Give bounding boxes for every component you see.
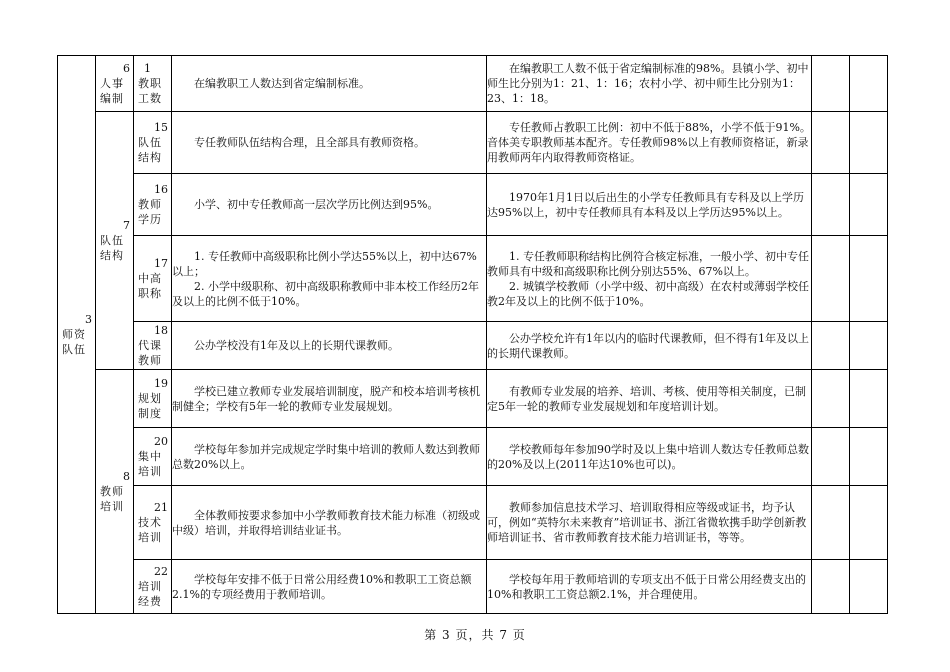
standard-cell: 学校已建立教师专业发展培训制度，脱产和校本培训考核机制健全；学校有5年一轮的教师专业发展规划。 (172, 370, 487, 428)
group-number: 7 (123, 219, 130, 232)
item-number: 18 (154, 324, 168, 337)
item-label: 代课教师 (138, 339, 162, 367)
standard-cell: 全体教师按要求参加中小学教师教育技术能力标准（初级或中级）培训，并取得培训结业证书。 (172, 486, 487, 560)
item-label: 规划制度 (138, 392, 162, 420)
item-label: 教师学历 (138, 198, 162, 226)
blank-cell (850, 236, 888, 322)
item-cell (134, 370, 172, 428)
blank-cell (850, 486, 888, 560)
item-number: 19 (154, 377, 168, 390)
criteria-cell: 教师参加信息技术学习、培训取得相应等级或证书，均予认可，例如“英特尔未来教育”培训证书、浙江省微软携手助学创新教师培训证书、省市教师教育技术能力培训证书，等等。 (487, 486, 812, 560)
table-row (58, 322, 888, 370)
page-footer: 第 3 页，共 7 页 (424, 628, 526, 642)
blank-cell (850, 428, 888, 486)
item-number: 17 (154, 257, 168, 270)
item-cell (134, 560, 172, 614)
item-label: 队伍结构 (138, 136, 162, 164)
item-label: 中高职称 (138, 272, 162, 300)
blank-cell (812, 322, 850, 370)
item-cell (134, 56, 172, 112)
standard-cell: 在编教职工人数达到省定编制标准。 (172, 56, 487, 112)
evaluation-table (57, 55, 888, 614)
item-cell (134, 428, 172, 486)
item-label: 培训经费 (138, 580, 162, 608)
standard-line: 2. 小学中级职称、初中高级职称教师中非本校工作经历2年及以上的比例不低于10%。 (172, 279, 479, 308)
table-row (58, 428, 888, 486)
criteria-line: 1. 专任教师职称结构比例符合核定标准，一般小学、初中专任教师具有中级和高级职称比例分别达55%、67%以上。 (487, 249, 809, 278)
table-row (58, 236, 888, 322)
criteria-line: 2. 城镇学校教师（小学中级、初中高级）在农村或薄弱学校任教2年及以上的比例不低于10%。 (487, 279, 809, 308)
table-row (58, 560, 888, 614)
blank-cell (812, 236, 850, 322)
standard-cell: 学校每年安排不低于日常公用经费10%和教职工工资总额2.1%的专项经费用于教师培训。 (172, 560, 487, 614)
item-label: 教职工数 (138, 77, 162, 105)
blank-cell (850, 174, 888, 236)
criteria-cell: 学校教师每年参加90学时及以上集中培训人数达专任教师总数的20%及以上(2011年达10%也可以)。 (487, 428, 812, 486)
criteria-cell: 公办学校允许有1年以内的临时代课教师，但不得有1年及以上的长期代课教师。 (487, 322, 812, 370)
group-label: 教师培训 (100, 485, 124, 513)
criteria-cell: 在编教职工人数不低于省定编制标准的98%。县镇小学、初中师生比分别为1：21、1：16；农村小学、初中师生比分别为1：23、1：18。 (487, 56, 812, 112)
table-row (58, 174, 888, 236)
group-label: 队伍结构 (100, 234, 124, 262)
item-number: 21 (154, 501, 168, 514)
table-row (58, 370, 888, 428)
group-number: 8 (123, 470, 130, 483)
blank-cell (812, 428, 850, 486)
blank-cell (850, 322, 888, 370)
table-row (58, 112, 888, 174)
group-label: 人事编制 (100, 77, 124, 105)
blank-cell (812, 112, 850, 174)
blank-cell (812, 370, 850, 428)
item-number: 20 (154, 435, 168, 448)
criteria-cell: 有教师专业发展的培养、培训、考核、使用等相关制度，已制定5年一轮的教师专业发展规划和年度培训计划。 (487, 370, 812, 428)
blank-cell (812, 560, 850, 614)
blank-cell (850, 112, 888, 174)
item-number: 15 (154, 121, 168, 134)
standard-cell (172, 236, 487, 322)
table-row (58, 56, 888, 112)
standard-cell: 学校每年参加并完成规定学时集中培训的教师人数达到教师总数20%以上。 (172, 428, 487, 486)
group-cell (96, 370, 134, 614)
criteria-cell (487, 236, 812, 322)
blank-cell (812, 174, 850, 236)
standard-cell: 专任教师队伍结构合理，且全部具有教师资格。 (172, 112, 487, 174)
item-number: 22 (154, 565, 168, 578)
section-cell (58, 56, 96, 614)
item-cell (134, 486, 172, 560)
section-number: 3 (85, 313, 92, 326)
item-cell (134, 174, 172, 236)
group-cell (96, 56, 134, 112)
blank-cell (850, 370, 888, 428)
blank-cell (812, 486, 850, 560)
item-number: 16 (154, 183, 168, 196)
blank-cell (850, 56, 888, 112)
item-cell (134, 112, 172, 174)
standard-cell: 公办学校没有1年及以上的长期代课教师。 (172, 322, 487, 370)
section-label: 师资队伍 (62, 328, 86, 356)
item-label: 集中培训 (138, 450, 162, 478)
standard-cell: 小学、初中专任教师高一层次学历比例达到95%。 (172, 174, 487, 236)
standard-line: 1. 专任教师中高级职称比例小学达55%以上，初中达67%以上； (172, 249, 477, 278)
blank-cell (812, 56, 850, 112)
item-label: 技术培训 (138, 516, 162, 544)
group-number: 6 (123, 62, 130, 75)
criteria-cell: 专任教师占教职工比例：初中不低于88%，小学不低于91%。音体美专职教师基本配齐。专任教师98%以上有教师资格证，新录用教师两年内取得教师资格证。 (487, 112, 812, 174)
item-cell (134, 236, 172, 322)
table-row (58, 486, 888, 560)
item-cell (134, 322, 172, 370)
criteria-cell: 学校每年用于教师培训的专项支出不低于日常公用经费支出的10%和教职工工资总额2.1%，并合理使用。 (487, 560, 812, 614)
item-number: 1 (144, 62, 151, 75)
group-cell (96, 112, 134, 370)
criteria-cell: 1970年1月1日以后出生的小学专任教师具有专科及以上学历达95%以上，初中专任教师具有本科及以上学历达95%以上。 (487, 174, 812, 236)
blank-cell (850, 560, 888, 614)
